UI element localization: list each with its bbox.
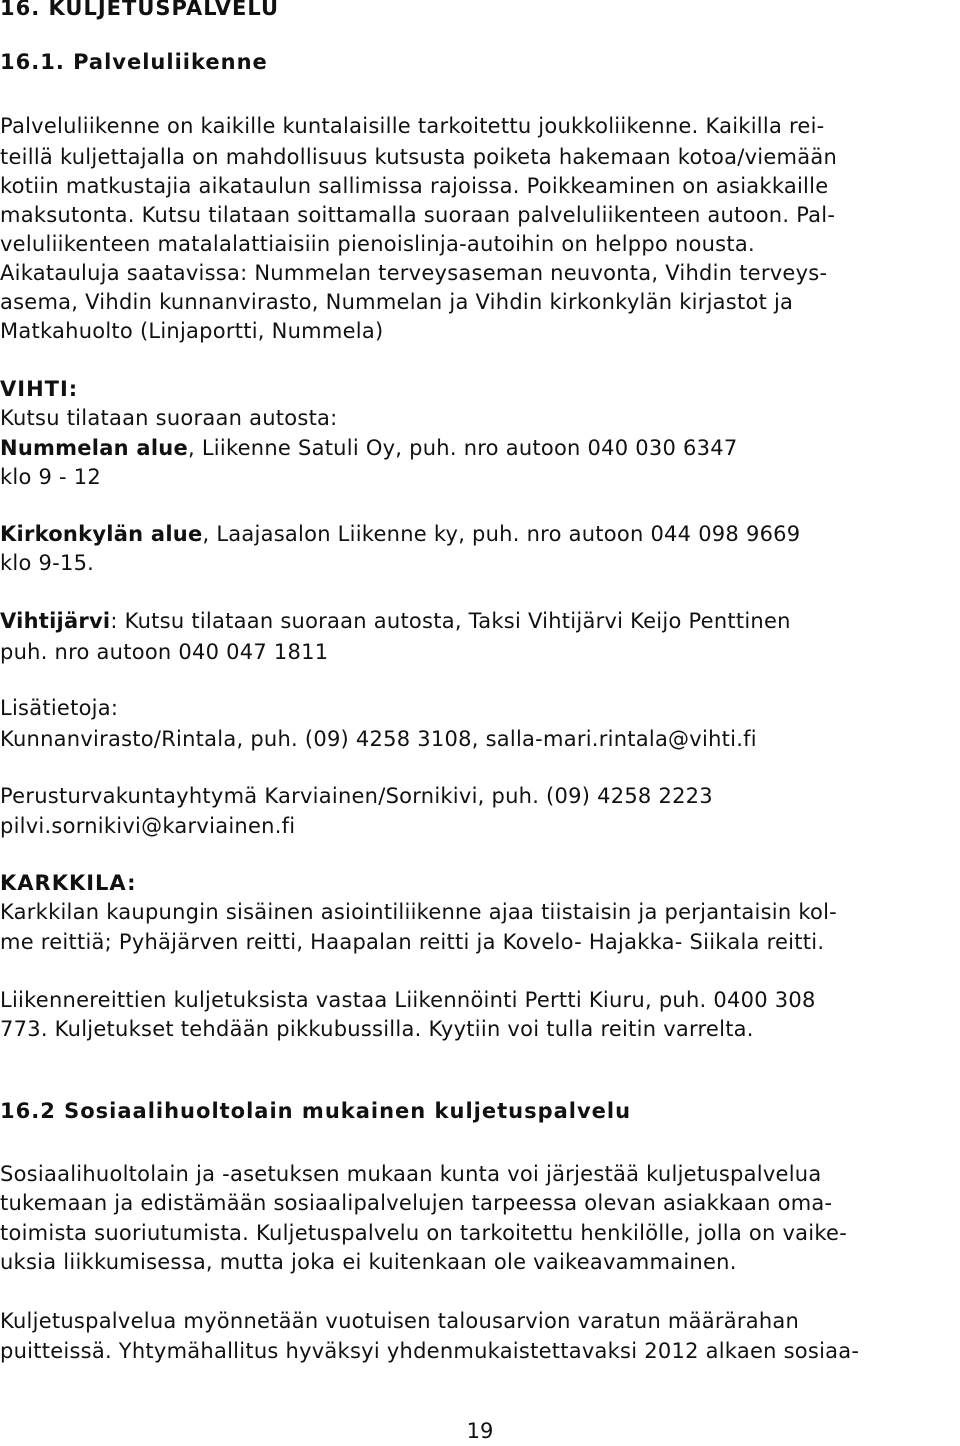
kirkonkyla-contact: , Laajasalon Liikenne ky, puh. nro autoon 044 098 9669	[202, 522, 801, 546]
paragraph-line: uksia liikkumisessa, mutta joka ei kuitenkaan ole vaikeavammainen.	[0, 1250, 737, 1274]
paragraph-line: maksutonta. Kutsu tilataan soittamalla suoraan palveluliikenteen autoon. Pal-	[0, 203, 836, 227]
paragraph-line: veluliikenteen matalalattiaisiin pienoislinja-autoihin on helppo nousta.	[0, 232, 755, 256]
info-contact-rintala: Kunnanvirasto/Rintala, puh. (09) 4258 3108, salla-mari.rintala@vihti.fi	[0, 727, 757, 751]
paragraph-line: toimista suoriutumista. Kuljetuspalvelu on tarkoitettu henkilölle, jolla on vaike-	[0, 1221, 848, 1245]
paragraph-line: 773. Kuljetukset tehdään pikkubussilla. Kyytiin voi tulla reitin varrelta.	[0, 1017, 754, 1041]
info-contact-sornikivi: Perusturvakuntayhtymä Karviainen/Sornikivi, puh. (09) 4258 2223	[0, 784, 713, 808]
paragraph-line: Palveluliikenne on kaikille kuntalaisille tarkoitettu joukkoliikenne. Kaikilla rei-	[0, 114, 825, 138]
paragraph-line: Liikennereittien kuljetuksista vastaa Liikennöinti Pertti Kiuru, puh. 0400 308	[0, 988, 816, 1012]
kirkonkyla-line	[0, 520, 800, 549]
vihtijarvi-line	[0, 607, 791, 636]
nummela-contact: , Liikenne Satuli Oy, puh. nro autoon 040 030 6347	[187, 436, 738, 460]
paragraph-line: kotiin matkustajia aikataulun sallimissa rajoissa. Poikkeaminen on asiakkaille	[0, 174, 829, 198]
paragraph-line: tukemaan ja edistämään sosiaalipalvelujen tarpeessa olevan asiakkaan oma-	[0, 1191, 833, 1215]
info-contact-sornikivi-email: pilvi.sornikivi@karviainen.fi	[0, 814, 296, 838]
karkkila-label: KARKKILA:	[0, 871, 137, 895]
section-heading-sosiaalihuolto: 16.2 Sosiaalihuoltolain mukainen kuljetuspalvelu	[0, 1099, 632, 1123]
vihti-label: VIHTI:	[0, 377, 79, 401]
nummela-hours: klo 9 - 12	[0, 465, 102, 489]
kirkonkyla-area-name: Kirkonkylän alue	[0, 522, 203, 546]
paragraph-line: Matkahuolto (Linjaportti, Nummela)	[0, 319, 384, 343]
paragraph-line: asema, Vihdin kunnanvirasto, Nummelan ja Vihdin kirkonkylän kirjastot ja	[0, 290, 794, 314]
nummela-area-name: Nummelan alue	[0, 436, 188, 460]
page-number: 19	[466, 1419, 494, 1443]
paragraph-line: puitteissä. Yhtymähallitus hyväksyi yhdenmukaistettavaksi 2012 alkaen sosiaa-	[0, 1339, 860, 1363]
vihtijarvi-contact: : Kutsu tilataan suoraan autosta, Taksi Vihtijärvi Keijo Penttinen	[110, 609, 791, 633]
info-label: Lisätietoja:	[0, 696, 119, 720]
chapter-heading: 16. KULJETUSPALVELU	[0, 0, 279, 20]
nummela-line	[0, 434, 738, 463]
paragraph-line: Aikatauluja saatavissa: Nummelan terveysaseman neuvonta, Vihdin terveys-	[0, 261, 828, 285]
paragraph-line: Kuljetuspalvelua myönnetään vuotuisen talousarvion varatun määrärahan	[0, 1309, 800, 1333]
paragraph-line: Karkkilan kaupungin sisäinen asiointiliikenne ajaa tiistaisin ja perjantaisin kol-	[0, 900, 838, 924]
vihtijarvi-phone: puh. nro autoon 040 047 1811	[0, 640, 329, 664]
section-heading-palveluliikenne: 16.1. Palveluliikenne	[0, 50, 268, 74]
vihti-intro: Kutsu tilataan suoraan autosta:	[0, 406, 338, 430]
paragraph-line: Sosiaalihuoltolain ja -asetuksen mukaan kunta voi järjestää kuljetuspalvelua	[0, 1162, 822, 1186]
vihtijarvi-area-name: Vihtijärvi	[0, 609, 111, 633]
paragraph-line: teillä kuljettajalla on mahdollisuus kutsusta poiketa hakemaan kotoa/viemään	[0, 145, 838, 169]
kirkonkyla-hours: klo 9-15.	[0, 551, 95, 575]
paragraph-line: me reittiä; Pyhäjärven reitti, Haapalan reitti ja Kovelo- Hajakka- Siikala reitti.	[0, 930, 825, 954]
